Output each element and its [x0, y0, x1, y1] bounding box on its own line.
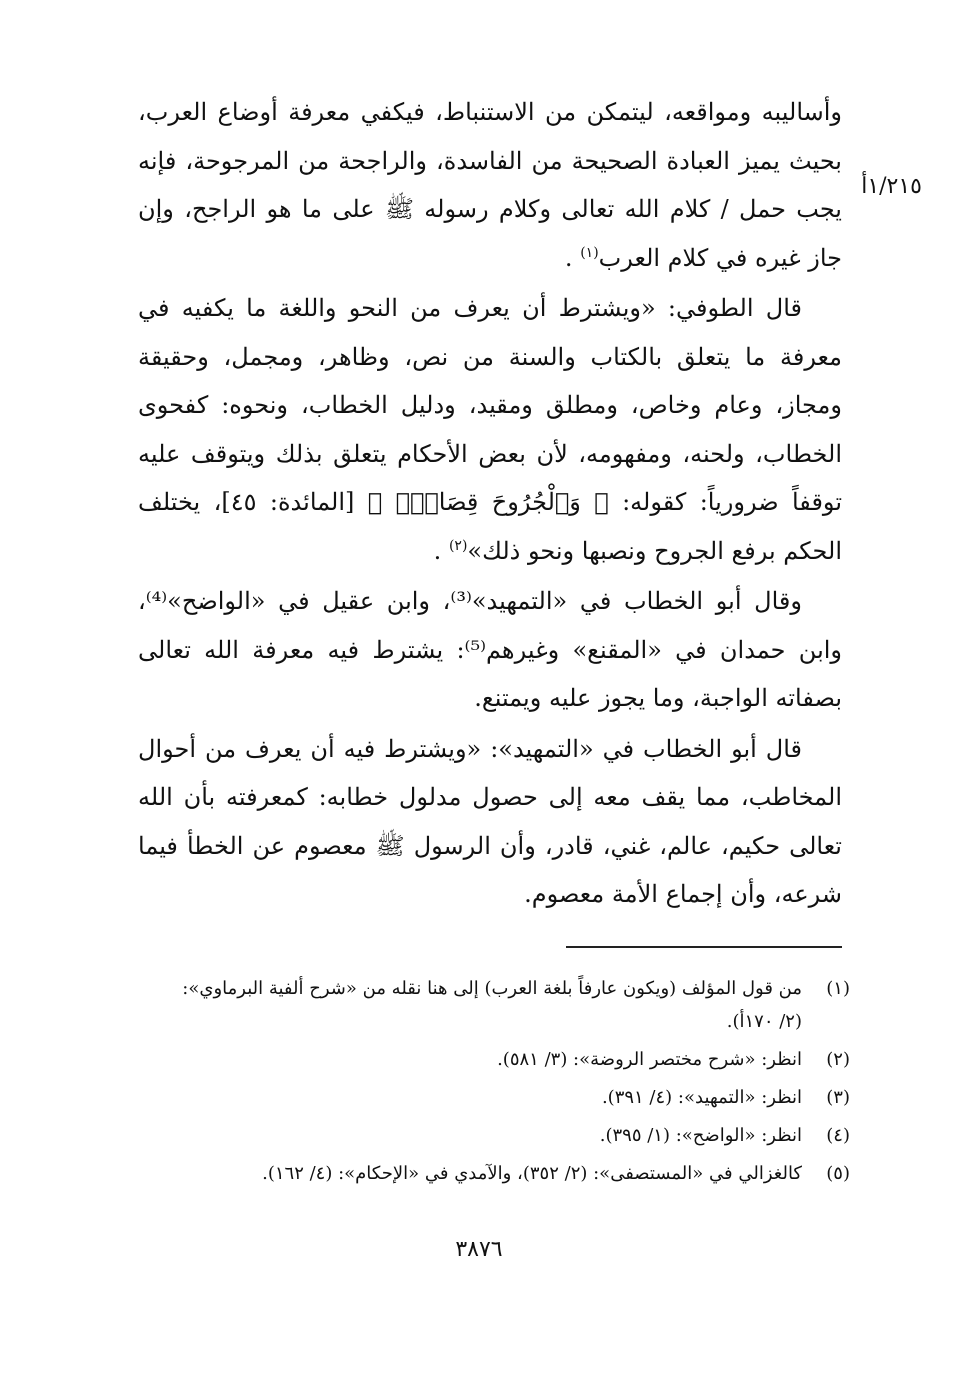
- paragraph-4: [138, 725, 842, 919]
- footnote-item: [160, 1119, 850, 1152]
- footnote-separator: [566, 946, 842, 948]
- footnote-number: (٤): [826, 1125, 850, 1146]
- paragraph-1: [138, 88, 842, 282]
- footnote-ref-1[interactable]: (١): [580, 244, 599, 261]
- footnote-number: (١): [826, 978, 850, 999]
- page-number: ٣٨٧٦: [455, 1237, 503, 1262]
- footnote-item: [160, 1157, 850, 1190]
- footnote-text: انظر: «شرح مختصر الروضة»: (٣/ ٥٨١).: [497, 1049, 802, 1070]
- paragraph-4-text: قال أبو الخطاب في «التمهيد»: «ويشترط فيه أن يعرف من أحوال المخاطب، مما يقف معه إلى حصول مدلول خطابه: كمعرفته بأن الله تعالى حكيم، عالم، غني، قادر، وأن الرسول ﷺ معصوم عن الخطأ فيما شرعه، وأن إجماع الأمة معصوم.: [138, 734, 842, 908]
- paragraph-3: [138, 577, 842, 723]
- footnote-text: من قول المؤلف (ويكون عارفاً بلغة العرب) إلى هنا نقله من «شرح ألفية البرماوي»: (٢/ ١٧٠أ).: [182, 978, 802, 1032]
- footnote-text: انظر: «الواضح»: (١/ ٣٩٥).: [599, 1125, 802, 1146]
- paragraph-3-text: وقال أبو الخطاب في «التمهيد»⁽³⁾، وابن عقيل في «الواضح»⁽⁴⁾، وابن حمدان في «المقنع» وغيرهم⁽⁵⁾: يشترط فيه معرفة الله تعالى بصفاته الواجبة، وما يجوز عليه ويمتنع.: [138, 587, 843, 712]
- paragraph-2-text: قال الطوفي: «ويشترط أن يعرف من النحو واللغة ما يكفيه في معرفة ما يتعلق بالكتاب والسنة من نص، وظاهر، ومجمل، وحقيقة ومجاز، وعام وخاص، ومطلق ومقيد، ودليل الخطاب، ونحوه: كفحوى الخطاب، ولحنه، ومفهومه، لأن بعض الأحكام يتعلق بذلك ويتوقف عليه توقفاً ضرورياً: كقوله: ﴿ وَٱلْجُرُوحَ قِصَاصٌۚ ﴾ [المائدة: ٤٥]، يختلف الحكم برفع الجروح ونصبها ونحو ذلك»: [138, 294, 842, 565]
- footnote-item: [160, 1081, 850, 1114]
- footnote-text: انظر: «التمهيد»: (٤/ ٣٩١).: [601, 1087, 802, 1108]
- footnote-number: (٣): [826, 1087, 850, 1108]
- paragraph-2: [138, 284, 842, 575]
- footnote-item: [160, 1043, 850, 1076]
- paragraph-2-end: .: [433, 536, 442, 565]
- paragraph-1-text: وأساليبه ومواقعه، ليتمكن من الاستنباط، فيكفي معرفة أوضاع العرب، بحيث يميز العبادة الصحيحة من الفاسدة، والراجحة من المرجوحة، فإنه يجب حمل / كلام الله تعالى وكلام رسوله ﷺ على ما هو الراجح، وإن جاز غيره في كلام العرب: [138, 98, 842, 272]
- footnote-text: كالغزالي في «المستصفى»: (٢/ ٣٥٢)، والآمدي في «الإحكام»: (٤/ ١٦٢).: [262, 1163, 802, 1184]
- footnote-number: (٥): [826, 1163, 850, 1184]
- manuscript-folio-note: ١/٢١٥أ: [861, 174, 922, 199]
- main-body-text: [138, 88, 842, 921]
- footnote-item: [160, 972, 850, 1038]
- footnote-ref-2[interactable]: (٢): [448, 537, 468, 554]
- footnotes-section: [160, 972, 850, 1195]
- footnote-number: (٢): [826, 1049, 850, 1070]
- paragraph-1-end: .: [564, 243, 573, 272]
